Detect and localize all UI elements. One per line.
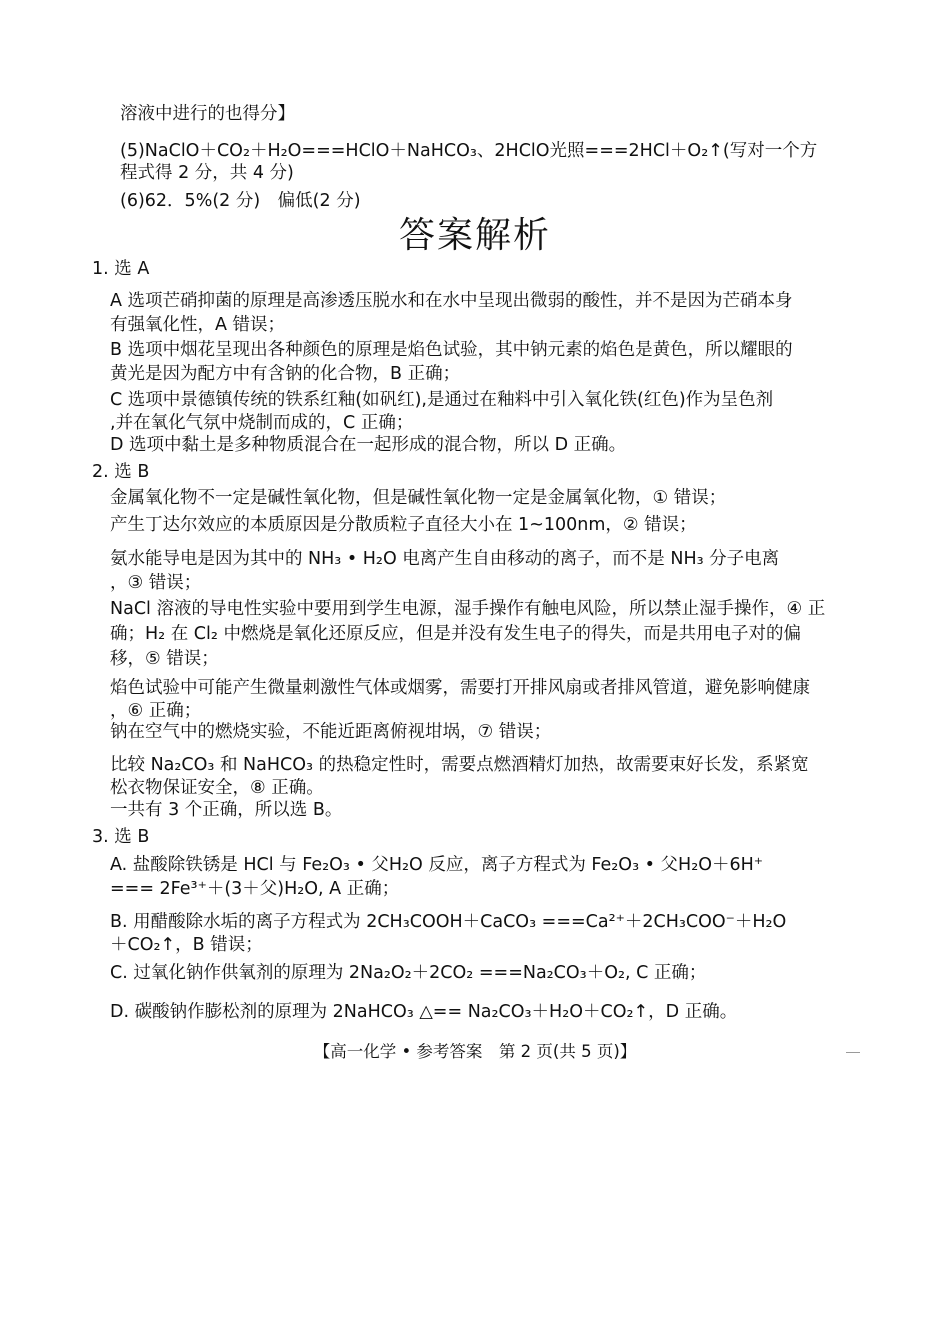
page-footer: 【高一化学 • 参考答案 第 2 页(共 5 页)】	[313, 1042, 637, 1061]
q1-line: D 选项中黏土是多种物质混合在一起形成的混合物，所以 D 正确。	[110, 435, 627, 455]
q2-line: 金属氧化物不一定是碱性氧化物，但是碱性氧化物一定是金属氧化物，① 错误；	[110, 488, 727, 508]
q2-line: NaCl 溶液的导电性实验中要用到学生电源，湿手操作有触电风险，所以禁止湿手操作，④ 正	[110, 599, 826, 619]
q5-answer-line-1: (5)NaClO＋CO₂＋H₂O===HClO＋NaHCO₃、2HClO光照===2HCl＋O₂↑(写对一个方	[120, 141, 818, 161]
q1-line: B 选项中烟花呈现出各种颜色的原理是焰色试验，其中钠元素的焰色是黄色，所以耀眼的	[110, 340, 793, 360]
q1-head: 1. 选 A	[92, 259, 150, 279]
q3-head: 3. 选 B	[92, 827, 150, 847]
q5-answer-line-2: 程式得 2 分，共 4 分)	[120, 163, 294, 183]
q2-line: 钠在空气中的燃烧实验，不能近距离俯视坩埚，⑦ 错误；	[110, 722, 552, 742]
q2-line: 一共有 3 个正确，所以选 B。	[110, 800, 343, 820]
q2-head: 2. 选 B	[92, 462, 150, 482]
q2-line: 比较 Na₂CO₃ 和 NaHCO₃ 的热稳定性时，需要点燃酒精灯加热，故需要束好长发，系紧宽	[110, 755, 809, 775]
q1-line: A 选项芒硝抑菌的原理是高渗透压脱水和在水中呈现出微弱的酸性，并不是因为芒硝本身	[110, 291, 793, 311]
q1-line: ,并在氧化气氛中烧制而成的，C 正确；	[110, 413, 414, 433]
q1-line: 黄光是因为配方中有含钠的化合物，B 正确；	[110, 364, 461, 384]
q3-line: C. 过氧化钠作供氧剂的原理为 2Na₂O₂＋2CO₂ ===Na₂CO₃＋O₂, C 正确；	[110, 963, 707, 983]
q6-answer: (6)62．5%(2 分) 偏低(2 分)	[120, 191, 361, 211]
q2-line: 移，⑤ 错误；	[110, 649, 219, 669]
q3-line: A. 盐酸除铁锈是 HCl 与 Fe₂O₃ • 父H₂O 反应，离子方程式为 Fe₂O₃ • 父H₂O＋6H⁺	[110, 855, 764, 875]
q3-line: D. 碳酸钠作膨松剂的原理为 2NaHCO₃ △== Na₂CO₃＋H₂O＋CO₂↑，D 正确。	[110, 1002, 738, 1022]
q1-line: C 选项中景德镇传统的铁系红釉(如矾红),是通过在釉料中引入氧化铁(红色)作为呈色剂	[110, 390, 774, 410]
q2-line: 产生丁达尔效应的本质原因是分散质粒子直径大小在 1~100nm，② 错误；	[110, 515, 697, 535]
q2-line: 松衣物保证安全，⑧ 正确。	[110, 778, 324, 798]
q2-line: 焰色试验中可能产生微量刺激性气体或烟雾，需要打开排风扇或者排风管道，避免影响健康	[110, 678, 810, 698]
q2-line: ，⑥ 正确；	[110, 701, 202, 721]
scan-mark	[846, 1052, 860, 1053]
q2-line: 确；H₂ 在 Cl₂ 中燃烧是氧化还原反应，但是并没有发生电子的得失，而是共用电子对的偏	[110, 624, 801, 644]
q2-line: ，③ 错误；	[110, 573, 202, 593]
q3-line: ＋CO₂↑，B 错误；	[110, 935, 263, 955]
q3-line: B. 用醋酸除水垢的离子方程式为 2CH₃COOH＋CaCO₃ ===Ca²⁺＋2CH₃COO⁻＋H₂O	[110, 912, 787, 932]
q3-line: === 2Fe³⁺＋(3＋父)H₂O, A 正确；	[110, 879, 400, 899]
q1-line: 有强氧化性，A 错误；	[110, 315, 286, 335]
page-title: 答案解析	[398, 215, 551, 256]
continuation-line: 溶液中进行的也得分】	[120, 104, 295, 124]
q2-line: 氨水能导电是因为其中的 NH₃ • H₂O 电离产生自由移动的离子，而不是 NH₃ 分子电离	[110, 549, 780, 569]
